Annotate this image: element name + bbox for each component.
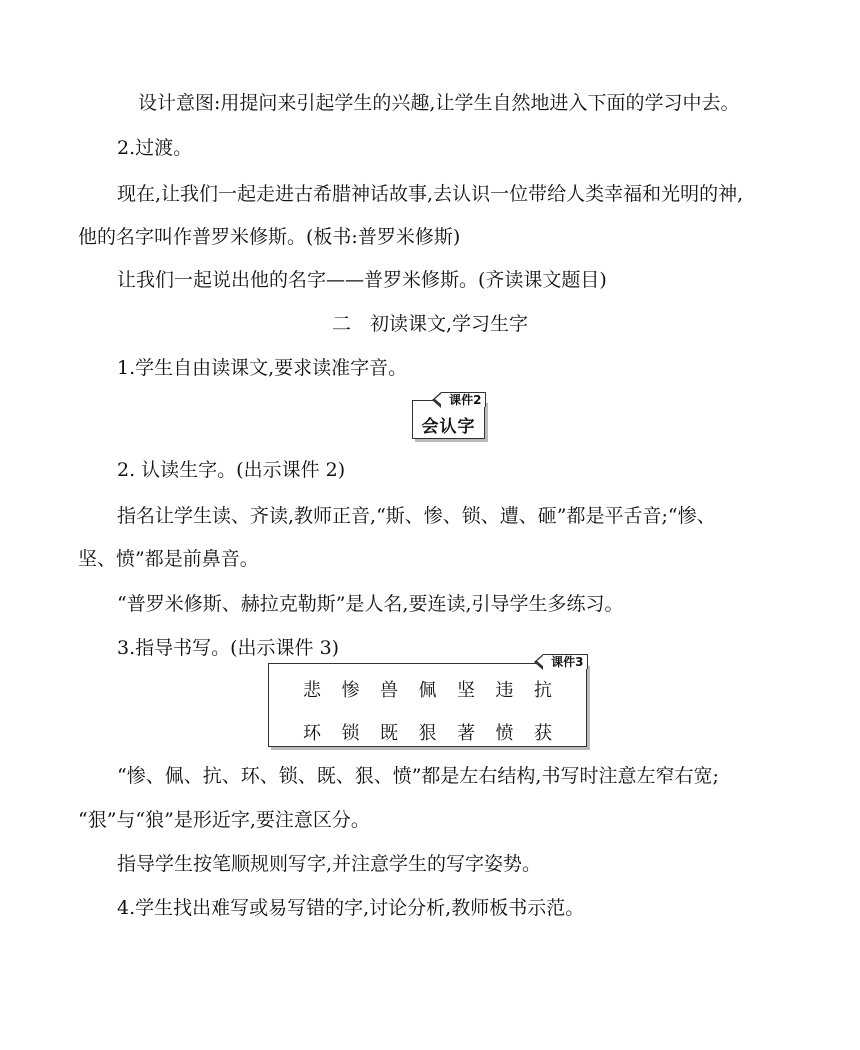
character: 著 — [457, 723, 475, 744]
intro-paragraph-line2: 他的名字叫作普罗米修斯。(板书:普罗米修斯) — [78, 226, 461, 248]
pronunciation-paragraph-line1: 指名让学生读、齐读,教师正音,“斯、惨、锁、遭、砸”都是平舌音;“惨、 — [117, 505, 716, 527]
character: 锁 — [341, 723, 360, 744]
structure-paragraph-line2: “狠”与“狼”是形近字,要注意区分。 — [78, 809, 370, 831]
difficult-characters-paragraph: 4.学生找出难写或易写错的字,讨论分析,教师板书示范。 — [117, 897, 585, 919]
design-intent-paragraph: 设计意图:用提问来引起学生的兴趣,让学生自然地进入下面的学习中去。 — [138, 92, 740, 114]
courseware3-tag: 课件3 — [543, 654, 587, 669]
character: 悲 — [303, 680, 321, 701]
names-paragraph: “普罗米修斯、赫拉克勒斯”是人名,要连读,引导学生多练习。 — [117, 593, 624, 615]
section-heading: 二 初读课文,学习生字 — [331, 313, 529, 335]
writing-guidance-heading: 3.指导书写。(出示课件 3) — [117, 637, 340, 659]
recognize-characters-heading: 2. 认读生字。(出示课件 2) — [117, 459, 346, 481]
pronunciation-paragraph-line2: 坚、愤”都是前鼻音。 — [78, 548, 259, 570]
transition-heading: 2.过渡。 — [117, 137, 193, 159]
character: 佩 — [418, 680, 437, 701]
character: 环 — [303, 723, 321, 744]
character: 兽 — [380, 680, 398, 701]
courseware2-tag: 课件2 — [441, 392, 485, 407]
courseware3-box — [268, 655, 587, 747]
free-reading-paragraph: 1.学生自由读课文,要求读准字音。 — [117, 357, 408, 379]
character: 坚 — [457, 680, 475, 701]
character: 狠 — [418, 723, 437, 744]
character: 违 — [495, 680, 514, 701]
character: 惨 — [341, 680, 360, 701]
characters-row-1 — [269, 676, 586, 702]
courseware2-title: 会认字 — [421, 417, 476, 437]
character: 抗 — [534, 680, 552, 701]
structure-paragraph-line1: “惨、佩、抗、环、锁、既、狠、愤”都是左右结构,书写时注意左窄右宽; — [117, 765, 719, 787]
intro-paragraph-line1: 现在,让我们一起走进古希腊神话故事,去认识一位带给人类幸福和光明的神, — [117, 183, 744, 205]
characters-row-2 — [269, 719, 586, 745]
read-name-paragraph: 让我们一起说出他的名字——普罗米修斯。(齐读课文题目) — [117, 269, 607, 291]
character: 愤 — [495, 723, 514, 744]
stroke-order-paragraph: 指导学生按笔顺规则写字,并注意学生的写字姿势。 — [117, 853, 542, 875]
character: 既 — [380, 723, 398, 744]
character: 获 — [534, 723, 552, 744]
courseware2-box — [412, 393, 485, 439]
